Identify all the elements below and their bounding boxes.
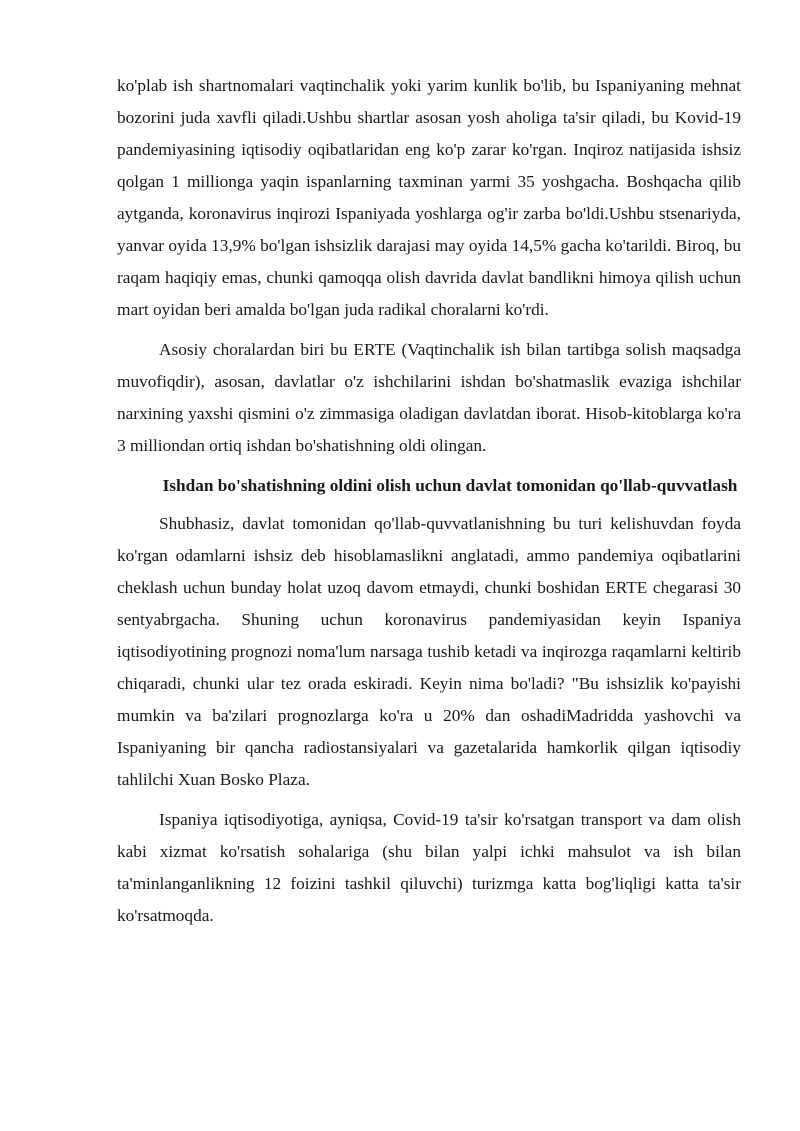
paragraph-gap bbox=[117, 326, 741, 334]
paragraph-gap bbox=[117, 796, 741, 804]
paragraph-continuation: ko'plab ish shartnomalari vaqtinchalik yoki yarim kunlik bo'lib, bu Ispaniyaning mehnat bozorini juda xavfli qiladi.Ushbu shartlar asosan yosh aholiga ta'sir qiladi, bu Kovid-19 pandemiyasining iqtisodiy oqibatlaridan eng ko'p zarar ko'rgan. Inqiroz natijasida ishsiz qolgan 1 millionga yaqin ispanlarning taxminan yarmi 35 yoshgacha. Boshqacha qilib aytganda, koronavirus inqirozi Ispaniyada yoshlarga og'ir zarba bo'ldi.Ushbu stsenariyda, yanvar oyida 13,9% bo'lgan ishsizlik darajasi may oyida 14,5% gacha ko'tarildi. Biroq, bu raqam haqiqiy emas, chunki qamoqqa olish davrida davlat bandlikni himoya qilish uchun mart oyidan beri amalda bo'lgan juda radikal choralarni ko'rdi. bbox=[117, 76, 741, 319]
document-page bbox=[117, 70, 741, 932]
paragraph-support: Shubhasiz, davlat tomonidan qo'llab-quvvatlanishning bu turi kelishuvdan foyda ko'rgan odamlarni ishsiz deb hisoblamaslikni anglatadi, ammo pandemiya oqibatlarini cheklash uchun bunday holat uzoq davom etmaydi, chunki boshidan ERTE chegarasi 30 sentyabrgacha. Shuning uchun koronavirus pandemiyasidan keyin Ispaniya iqtisodiyotining prognozi noma'lum narsaga tushib ketadi va inqirozga raqamlarni keltirib chiqaradi, chunki ular tez orada eskiradi. Keyin nima bo'ladi? "Bu ishsizlik ko'payishi mumkin va ba'zilari prognozlarga ko'ra u 20% dan oshadiMadridda yashovchi va Ispaniyaning bir qancha radiostansiyalari va gazetalarida hamkorlik qilgan iqtisodiy tahlilchi Xuan Bosko Plaza. bbox=[117, 514, 741, 789]
section-heading: Ishdan bo'shatishning oldini olish uchun davlat tomonidan qo'llab-quvvatlash bbox=[162, 476, 738, 495]
paragraph-economy: Ispaniya iqtisodiyotiga, ayniqsa, Covid-19 ta'sir ko'rsatgan transport va dam olish kabi xizmat ko'rsatish sohalariga (shu bilan yalpi ichki mahsulot va ish bilan ta'minlanganlikning 12 foizini tashkil qiluvchi) turizmga katta bog'liqligi katta ta'sir ko'rsatmoqda. bbox=[117, 810, 741, 925]
paragraph-erte: Asosiy choralardan biri bu ERTE (Vaqtinchalik ish bilan tartibga solish maqsadga muvofiqdir), asosan, davlatlar o'z ishchilarini ishdan bo'shatmaslik evaziga ishchilar narxining yaxshi qismini o'z zimmasiga oladigan davlatdan iborat. Hisob-kitoblarga ko'ra 3 milliondan ortiq ishdan bo'shatishning oldi olingan. bbox=[117, 340, 741, 455]
paragraph-gap bbox=[117, 462, 741, 470]
